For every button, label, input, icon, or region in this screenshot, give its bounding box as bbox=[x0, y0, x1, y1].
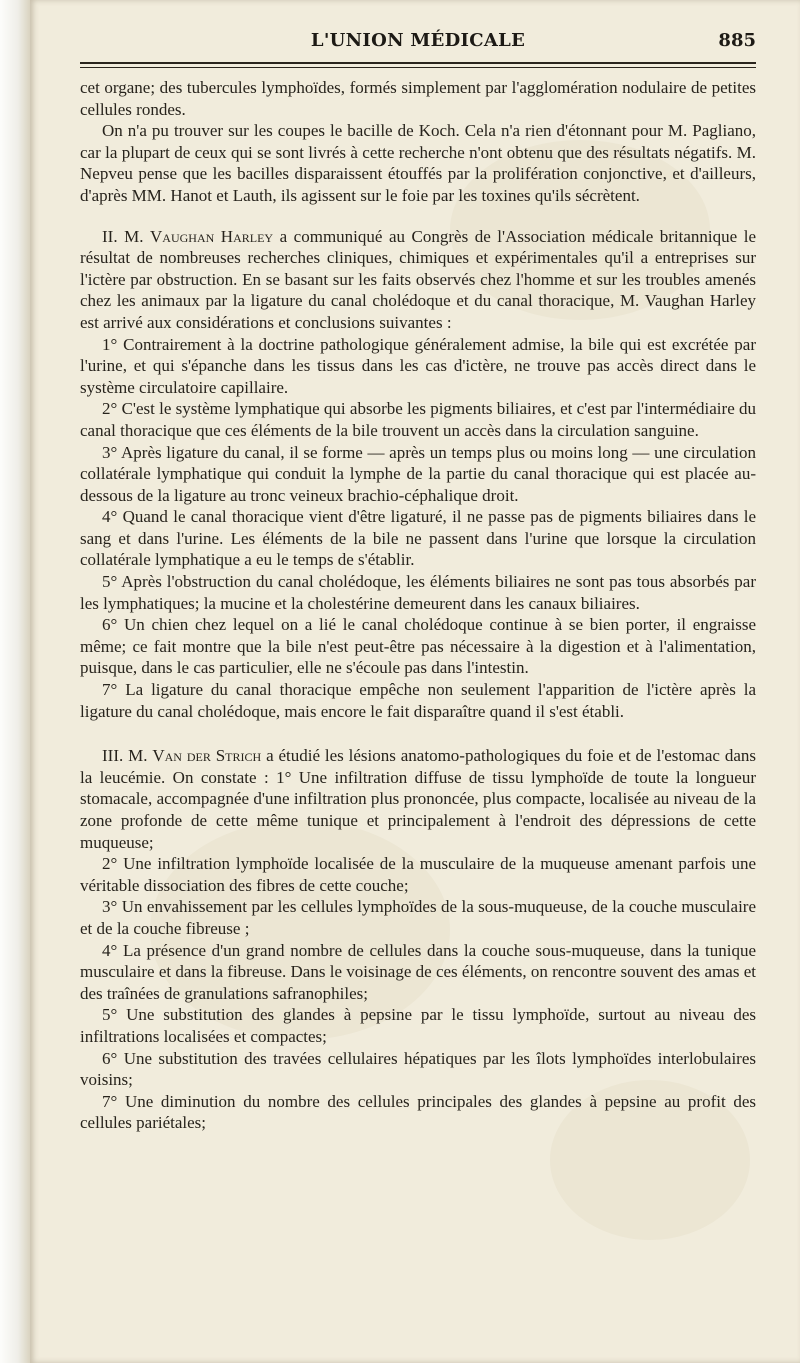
header-rule-thick bbox=[80, 62, 756, 64]
page-number: 885 bbox=[718, 30, 756, 51]
document-page bbox=[80, 18, 756, 1134]
section-3-intro bbox=[80, 745, 756, 853]
section-2-intro-text: a communiqué au Congrès de l'Association médicale britannique le résultat de nombreuses recherches cliniques, chimiques et expérimentales qu'il a entreprises sur l'ictère par obstruction. En se basant sur les faits observés chez l'homme et sur les troubles amenés chez les animaux par la ligature du canal cholédoque et du canal thoracique, M. Vaughan Harley est arrivé aux considérations et conclusions suivantes : bbox=[80, 226, 756, 332]
article-body bbox=[80, 77, 756, 1134]
conclusion-item: 3° Après ligature du canal, il se forme — après un temps plus ou moins long — une circulation collatérale lymphatique qui conduit la lymphe de la partie du canal thoracique qui est placée au-dessous de la ligature au tronc veineux brachio-céphalique droit. bbox=[80, 442, 756, 505]
paragraph-koch: On n'a pu trouver sur les coupes le bacille de Koch. Cela n'a rien d'étonnant pour M. Pagliano, car la plupart de ceux qui se sont livrés à cette recherche n'ont obtenu que des résultats négatifs. M. Nepveu pense que les bacilles disparaissent étouffés par la prolifération conjonctive, et d'ailleurs, d'après MM. Hanot et Lauth, ils agissent sur le foie par les toxines qu'ils sécrètent. bbox=[80, 121, 756, 205]
lesion-item: 2° Une infiltration lymphoïde localisée de la musculaire de la muqueuse amenant parfois une véritable dissociation des fibres de cette couche; bbox=[80, 854, 756, 895]
section-gap bbox=[80, 207, 756, 226]
section-gap bbox=[80, 722, 756, 745]
lesion-item: 5° Une substitution des glandes à pepsine par le tissu lymphoïde, surtout au niveau des infiltrations localisées et compactes; bbox=[80, 1005, 756, 1046]
journal-title: L'UNION MÉDICALE bbox=[310, 30, 526, 51]
section-2-prefix: II. M. bbox=[102, 226, 150, 246]
section-3-intro-text: a étudié les lésions anatomo-pathologiques du foie et de l'estomac dans la leucémie. On constate : 1° Une infiltration diffuse de tissu lymphoïde de toute la longueur stomacale, accompagnée d'une infiltration plus prononcée, plus compacte, localisée au niveau de la zone profonde de cette même tunique et principalement à l'endroit des dépressions de cette muqueuse; bbox=[80, 746, 756, 852]
section-3-prefix: III. M. bbox=[102, 746, 153, 766]
binding-edge bbox=[0, 0, 30, 1363]
section-2-intro bbox=[80, 226, 756, 334]
header-rule-thin bbox=[80, 67, 756, 68]
lesion-item: 3° Un envahissement par les cellules lymphoïdes de la sous-muqueuse, de la couche musculaire et de la couche fibreuse ; bbox=[80, 897, 756, 938]
running-head bbox=[80, 18, 756, 50]
lesion-item: 6° Une substitution des travées cellulaires hépatiques par les îlots lymphoïdes interlobulaires voisins; bbox=[80, 1048, 756, 1090]
section-2-author: Vaughan Harley bbox=[150, 226, 274, 246]
conclusion-item: 1° Contrairement à la doctrine pathologique généralement admise, la bile qui est excrétée par l'urine, et qui s'épanche dans les tissus dans les cas d'ictère, ne trouve pas accès direct dans le système circulatoire capillaire. bbox=[80, 334, 756, 397]
lesion-item: 4° La présence d'un grand nombre de cellules dans la couche sous-muqueuse, dans la tunique musculaire et dans la fibreuse. Dans le voisinage de ces éléments, on rencontre souvent des amas et des traînées de granulations safranophiles; bbox=[80, 940, 756, 1003]
conclusion-item: 4° Quand le canal thoracique vient d'être ligaturé, il ne passe pas de pigments biliaires dans le sang et dans l'urine. Les éléments de la bile ne passent dans l'urine que lorsque la circulation collatérale lymphatique a eu le temps de s'établir. bbox=[80, 507, 756, 570]
conclusion-item: 2° C'est le système lymphatique qui absorbe les pigments biliaires, et c'est par l'intermédiaire du canal thoracique que ces éléments de la bile trouvent un accès dans la circulation sanguine. bbox=[80, 399, 756, 440]
conclusion-item: 5° Après l'obstruction du canal cholédoque, les éléments biliaires ne sont pas tous absorbés par les lymphatiques; la mucine et la cholestérine demeurent dans les canaux biliaires. bbox=[80, 572, 756, 613]
lesion-item: 7° Une diminution du nombre des cellules principales des glandes à pepsine au profit des cellules pariétales; bbox=[80, 1091, 756, 1133]
paragraph-continued: cet organe; des tubercules lymphoïdes, formés simplement par l'agglomération nodulaire de petites cellules rondes. bbox=[80, 78, 756, 119]
section-3-author: Van der Strich bbox=[152, 746, 262, 766]
conclusion-item: 7° La ligature du canal thoracique empêche non seulement l'apparition de l'ictère après la ligature du canal cholédoque, mais encore le fait disparaître quand il s'est établi. bbox=[80, 680, 756, 721]
conclusion-item: 6° Un chien chez lequel on a lié le canal cholédoque continue à se bien porter, il engraisse même; ce fait montre que la bile n'est peut-être pas nécessaire à la digestion et à l'alimentation, puisque, dans le cas particulier, elle ne s'écoule pas dans l'intestin. bbox=[80, 615, 756, 678]
